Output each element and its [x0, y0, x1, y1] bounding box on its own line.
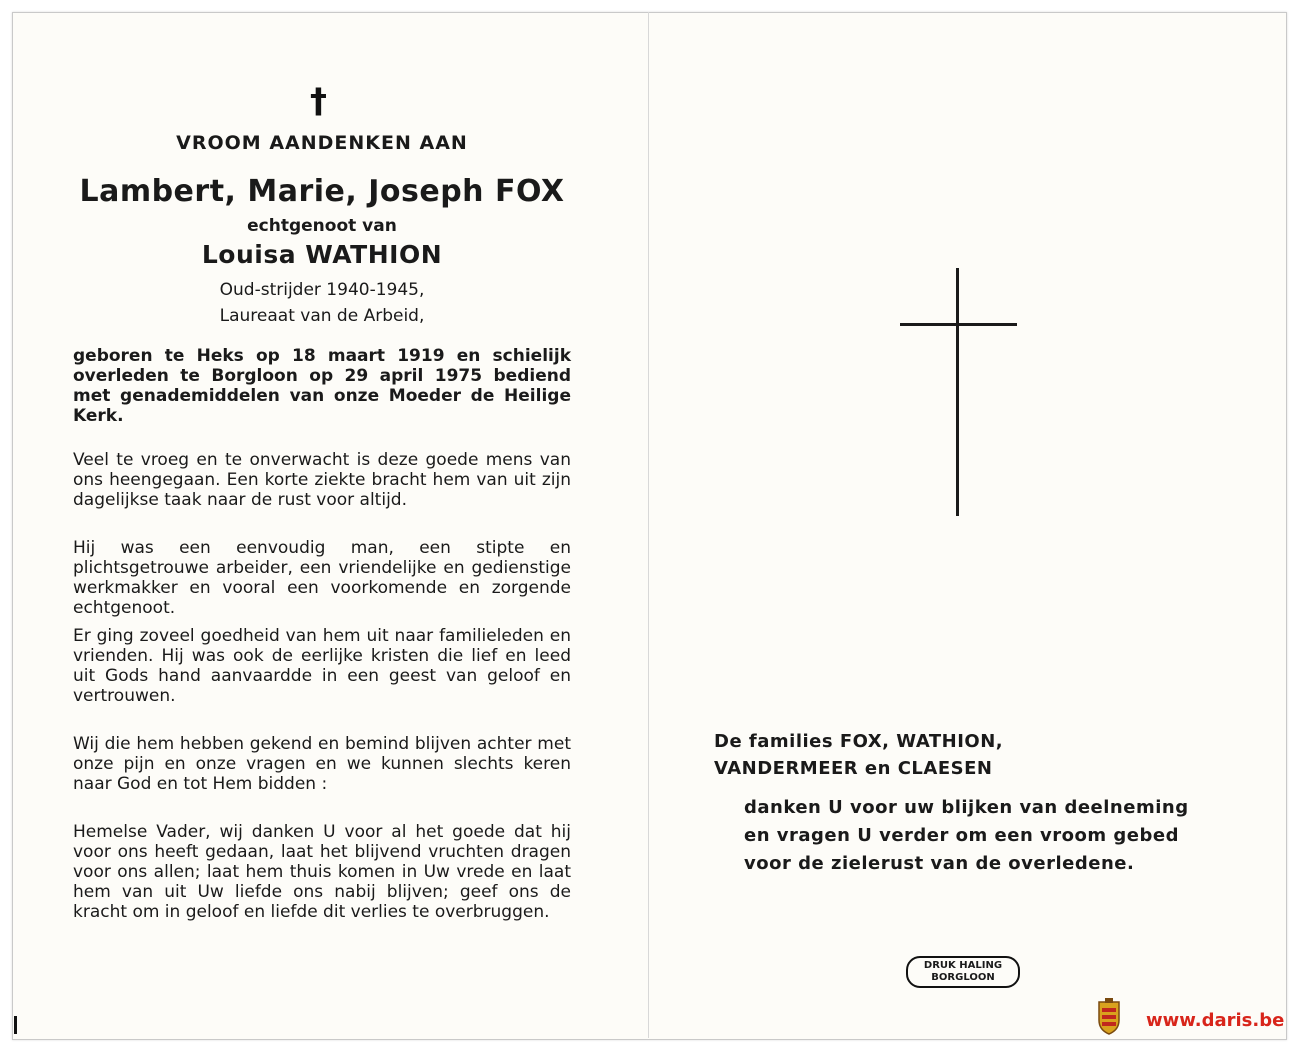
edge-mark — [14, 1016, 17, 1034]
small-cross-icon: † — [310, 81, 327, 121]
paragraph-4: Wij die hem hebben gekend en bemind blijven achter met onze pijn en onze vragen en we kunnen slechts keren naar God en tot Hem bidden : — [73, 734, 571, 794]
title-laureate: Laureaat van de Arbeid, — [219, 306, 425, 326]
thanks-block — [744, 794, 1189, 878]
printer-stamp — [906, 956, 1020, 988]
large-cross-bar — [900, 323, 1017, 326]
thanks-line-2: en vragen U verder om een vroom gebed — [744, 825, 1179, 846]
printer-line-2: BORGLOON — [931, 972, 995, 983]
birth-death-statement: geboren te Heks op 18 maart 1919 en schielijk overleden te Borgloon op 29 april 1975 bediend met genademiddelen van onze Moeder de Heilige Kerk. — [73, 346, 571, 426]
card-fold-line — [648, 12, 649, 1038]
large-cross-icon — [956, 268, 959, 516]
printer-line-1: DRUK HALING — [923, 960, 1003, 971]
relation-label: echtgenoot van — [247, 216, 397, 236]
families-block — [714, 728, 1003, 782]
thanks-line-1: danken U voor uw blijken van deelneming — [744, 797, 1189, 818]
families-line-1: De families FOX, WATHION, — [714, 731, 1004, 752]
paragraph-3: Er ging zoveel goedheid van hem uit naar familieleden en vrienden. Hij was ook de eerlijke kristen die lief en leed uit Gods hand aanvaardde in een geest van geloof en vertrouwen. — [73, 626, 571, 706]
paragraph-2: Hij was een eenvoudig man, een stipte en plichtsgetrouwe arbeider, een vriendelijke en gedienstige werkmakker en vooral een voorkomende en zorgende echtgenoot. — [73, 538, 571, 618]
right-panel — [650, 0, 1297, 1050]
watermark-link[interactable]: www.daris.be — [1146, 1010, 1285, 1031]
deceased-name: Lambert, Marie, Joseph FOX — [79, 174, 565, 209]
thanks-line-3: voor de zielerust van de overledene. — [744, 853, 1135, 874]
title-veteran: Oud-strijder 1940-1945, — [219, 280, 425, 300]
heading: VROOM AANDENKEN AAN — [176, 132, 468, 154]
left-panel — [0, 0, 648, 1050]
spouse-name: Louisa WATHION — [201, 240, 443, 269]
prayer-paragraph: Hemelse Vader, wij danken U voor al het goede dat hij voor ons heeft gedaan, laat het blijvend vruchten dragen voor ons allen; laat hem thuis komen in Uw vrede en laat hem van uit Uw liefde ons nabij blijven; geef ons de kracht om in geloof en liefde dit verlies te overbruggen. — [73, 822, 571, 922]
crest-icon — [1096, 998, 1122, 1036]
paragraph-1: Veel te vroeg en te onverwacht is deze goede mens van ons heengegaan. Een korte ziekte bracht hem van uit zijn dagelijkse taak naar de rust voor altijd. — [73, 450, 571, 510]
families-line-2: VANDERMEER en CLAESEN — [714, 758, 993, 779]
